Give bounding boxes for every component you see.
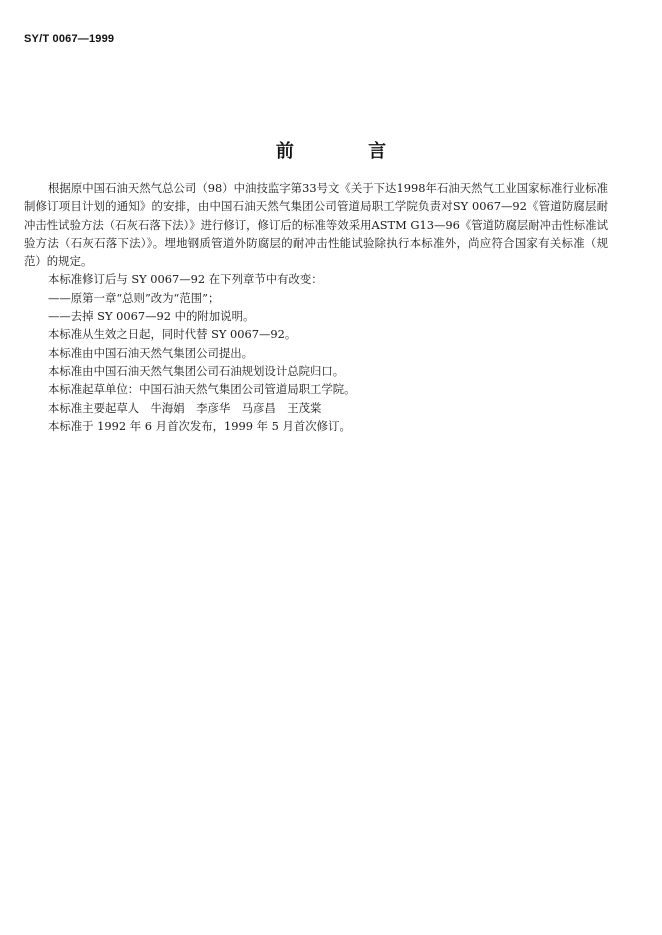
document-code: SY/T 0067—1999 [24,33,115,45]
intro-paragraph: 根据原中国石油天然气总公司（98）中油技监字第33号文《关于下达1998年石油天然气工业国家标准行业标准制修订项目计划的通知》的安排，由中国石油天然气集团公司管道局职工学院负责对SY 0067—92《管道防腐层耐冲击性试验方法（石灰石落下法）》进行修订，修订后的标准等效采用ASTM G13—96《管道防腐层耐冲击性标准试验方法（石灰石落下法）》。埋地钢质管道外防腐层的耐冲击性能试验除执行本标准外，尚应符合国家有关标准（规范）的规定。 [24,181,608,269]
management-statement: 本标准由中国石油天然气集团公司石油规划设计总院归口。 [48,363,345,378]
changes-statement: 本标准修订后与 SY 0067—92 在下列章节中有改变： [48,272,323,287]
page-title: 前 言 [275,141,421,162]
document-body [24,179,608,435]
change-item-scope: ——原第一章“总则”改为“范围”； [48,290,220,305]
drafters-statement: 本标准主要起草人 牛海娟 李彦华 马彦昌 王茂棠 [48,400,322,415]
release-history-statement: 本标准于 1992 年 6 月首次发布，1999 年 5 月首次修订。 [48,418,351,433]
proposer-statement: 本标准由中国石油天然气集团公司提出。 [48,345,254,360]
change-item-appendix: ——去掉 SY 0067—92 中的附加说明。 [48,309,255,324]
replacement-statement: 本标准从生效之日起，同时代替 SY 0067—92。 [48,327,297,342]
drafting-unit-statement: 本标准起草单位：中国石油天然气集团公司管道局职工学院。 [48,382,356,397]
